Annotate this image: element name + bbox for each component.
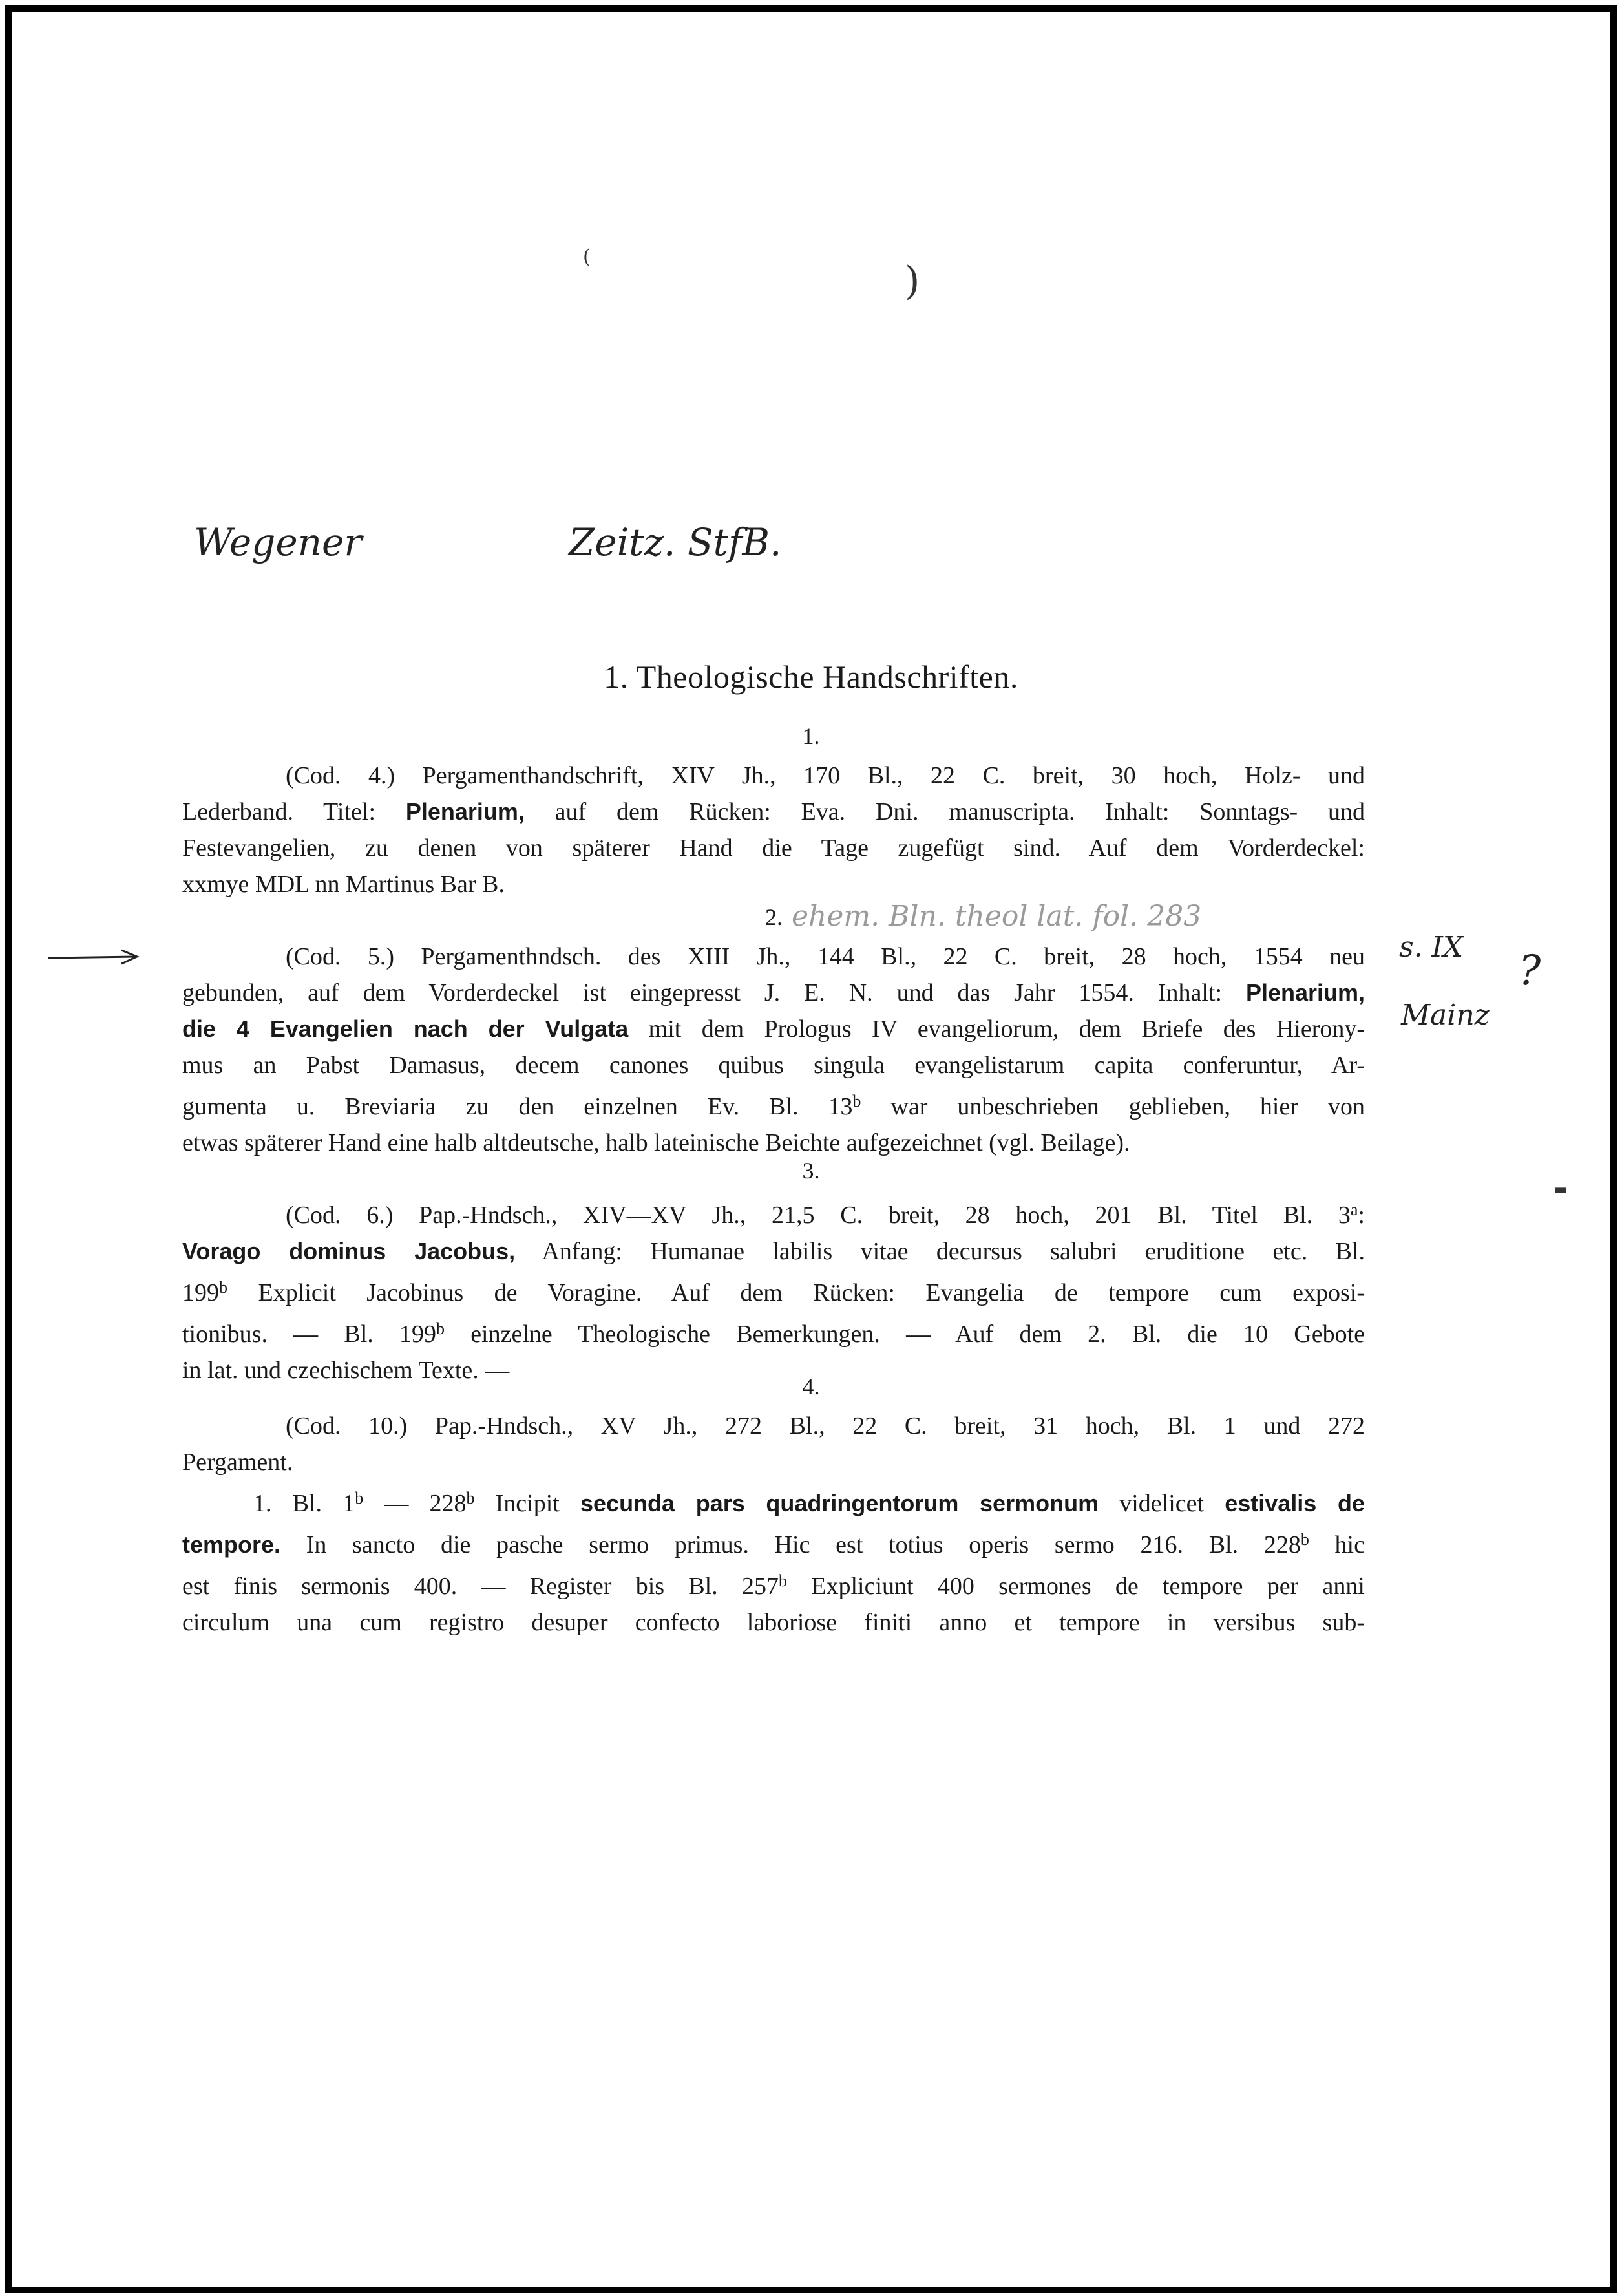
entry-line: videlicet [1099,1490,1225,1517]
entry-line: — 228 [363,1490,467,1517]
manuscript-title: Plenarium, [1245,979,1365,1006]
entry-line: etwas späterer Hand eine halb altdeutsche, halb lateinische Beichte aufgezeichnet (vgl. Beilage). [182,1129,1130,1156]
manuscript-title: die 4 Evangelien nach der Vulgata [182,1015,629,1042]
entry-line: Festevangelien, zu denen von späterer Hand die Tage zugefügt sind. Auf dem Vorderdeckel: [182,834,1365,862]
entry-line: gumenta u. Breviaria zu den einzelnen Ev. Bl. 13 [182,1093,853,1120]
entry-line: hic [1309,1531,1365,1558]
manuscript-title: Plenarium, [405,798,525,825]
entry-line: xxmye MDL nn Martinus Bar B. [182,871,505,898]
entry-line: (Cod. 4.) Pergamenthandschrift, XIV Jh., 170 Bl., 22 C. breit, 30 hoch, Holz- und [286,762,1365,789]
entry-line: Pergament. [182,1449,293,1476]
manuscript-title: tempore. [182,1531,281,1558]
leaf-side: b [466,1489,475,1507]
entry-line: Anfang: Humanae labilis vitae decursus salubri eruditione etc. Bl. [515,1238,1365,1265]
manuscript-title: estivalis de [1225,1490,1365,1516]
manuscript-title: secunda pars quadringentorum sermonum [580,1490,1099,1516]
handwritten-date-note: s. IX [1399,931,1464,964]
leaf-side: b [355,1489,364,1507]
catalogue-entry [182,758,1365,902]
entry-line: Explicit Jacobinus de Voragine. Auf dem Rücken: Evangelia de tempore cum exposi- [227,1279,1365,1306]
entry-line: tionibus. — Bl. 199 [182,1321,436,1348]
catalogue-entry [182,1408,1365,1641]
handwritten-place-note: Mainz [1401,999,1490,1032]
manuscript-title: Vorago dominus Jacobus, [182,1238,516,1264]
leaf-side: a [1350,1200,1358,1219]
leaf-side: b [436,1319,445,1338]
entry-number: 2. [765,904,783,930]
page-title: 1. Theologische Handschriften. [604,659,1018,695]
entry-number: 4. [802,1374,820,1399]
entry-line: Incipit [474,1490,580,1517]
entry-line: einzelne Theologische Bemerkungen. — Auf dem 2. Bl. die 10 Gebote [444,1321,1365,1348]
leaf-side: b [852,1092,861,1111]
entry-line: : [1358,1202,1365,1229]
entry-line: In sancto die pasche sermo primus. Hic est totius operis sermo 216. Bl. 228 [280,1531,1301,1558]
entry-line: Lederband. Titel: [182,798,406,825]
scan-speck: ▬ [1554,1182,1568,1198]
catalogue-entry [182,939,1365,1161]
entry-number: 1. [802,723,820,749]
leaf-side: b [219,1278,227,1297]
margin-arrow-icon [45,947,142,966]
entry-line: 199 [182,1279,219,1306]
handwritten-question-mark: ? [1519,947,1541,995]
catalogue-entry [182,1192,1365,1388]
entry-number: 3. [802,1158,820,1184]
entry-line: (Cod. 10.) Pap.-Hndsch., XV Jh., 272 Bl., 22 C. breit, 31 hoch, Bl. 1 und 272 [286,1412,1365,1440]
handwritten-name: Wegener [194,520,363,564]
handwritten-shelfmark-note: ehem. Bln. theol lat. fol. 283 [792,900,1202,933]
entry-line: gebunden, auf dem Vorderdeckel ist eingepresst J. E. N. und das Jahr 1554. Inhalt: [182,979,1246,1006]
scan-speck: ( [583,246,591,268]
entry-line: circulum una cum registro desuper confecto laboriose finiti anno et tempore in versibus sub- [182,1609,1365,1636]
entry-line: est finis sermonis 400. — Register bis Bl. 257 [182,1573,779,1600]
scan-speck: ) [905,259,920,304]
entry-line: 1. Bl. 1 [253,1490,355,1517]
entry-line: mus an Pabst Damasus, decem canones quibus singula evangelistarum capita conferuntur, Ar- [182,1052,1365,1079]
entry-line: Expliciunt 400 sermones de tempore per anni [786,1573,1365,1600]
handwritten-location-note: Zeitz. StfB. [569,520,782,564]
leaf-side: b [778,1571,787,1590]
entry-line: war unbeschrieben geblieben, hier von [861,1093,1365,1120]
entry-line: (Cod. 5.) Pergamenthndsch. des XIII Jh., 144 Bl., 22 C. breit, 28 hoch, 1554 neu [286,943,1365,970]
entry-line: in lat. und czechischem Texte. — [182,1357,510,1384]
entry-line: auf dem Rücken: Eva. Dni. manuscripta. Inhalt: Sonntags- und [524,798,1365,825]
leaf-side: b [1300,1530,1309,1549]
entry-line: (Cod. 6.) Pap.-Hndsch., XIV—XV Jh., 21,5 C. breit, 28 hoch, 201 Bl. Titel Bl. 3 [286,1202,1351,1229]
entry-line: mit dem Prologus IV evangeliorum, dem Briefe des Hierony- [628,1015,1365,1043]
